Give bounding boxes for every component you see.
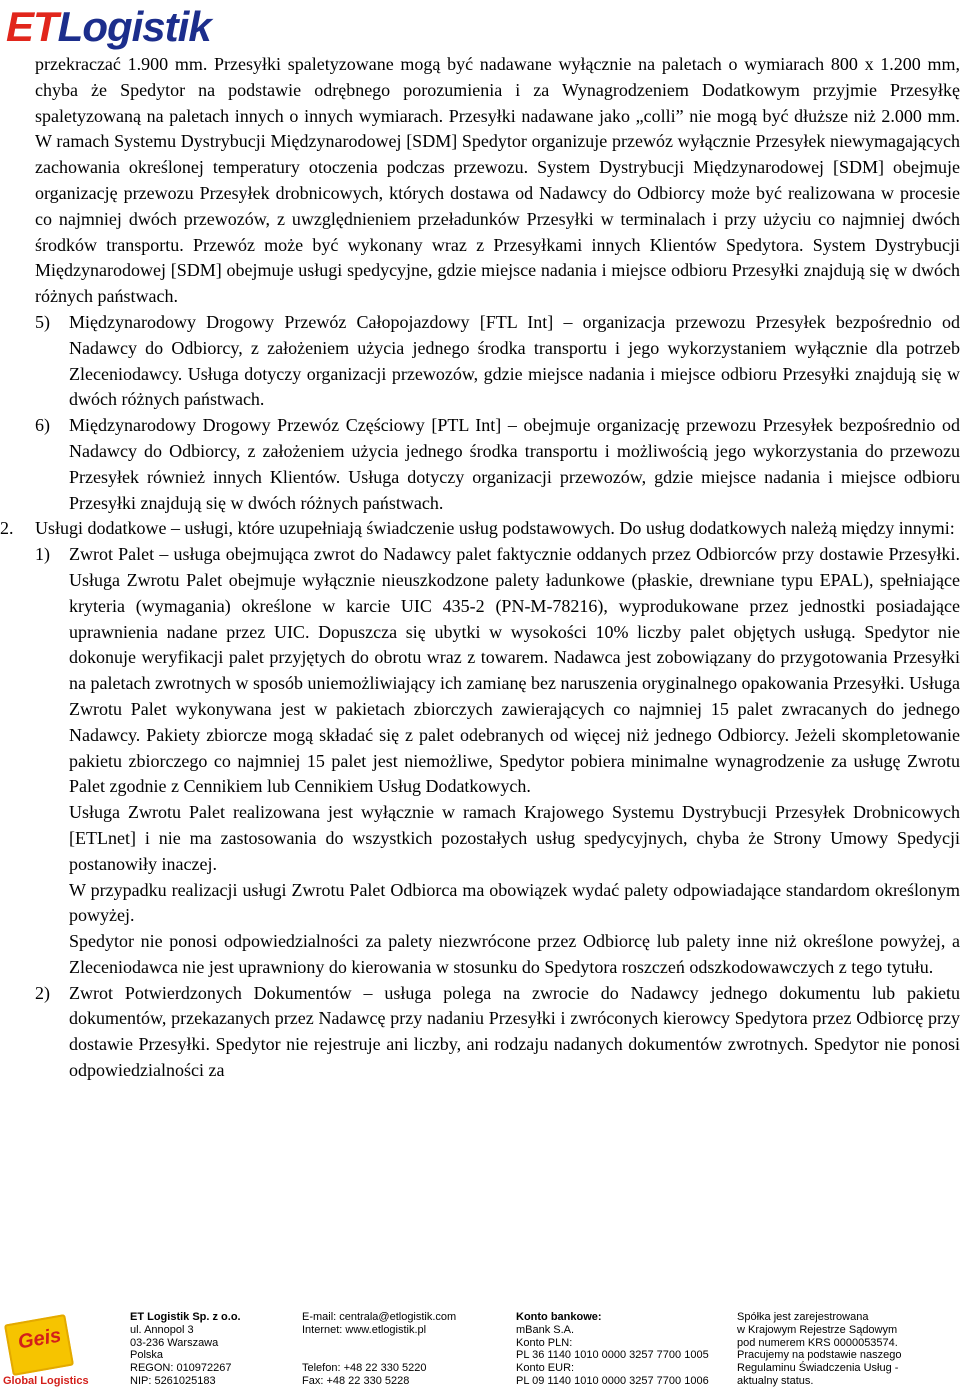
etlogistik-logo: ETLogistik [6, 3, 211, 50]
footer-contact [302, 1311, 456, 1388]
footer-email[interactable]: E-mail: centrala@etlogistik.com [302, 1311, 457, 1323]
footer-line: 03-236 Warszawa [130, 1336, 219, 1349]
list-item-1 [35, 542, 960, 981]
footer-phone: Telefon: +48 22 330 5220 [302, 1362, 427, 1375]
list-number: 6) [35, 415, 50, 436]
list-item-6 [35, 413, 960, 516]
list-item-text: Zwrot Potwierdzonych Dokumentów – usługa polega na zwrocie do Nadawcy jednego dokumentu lub pakietu dokumentów, przekazanych przez Nadawcę przy nadaniu Przesyłki i zwróconych kierowcy Spedytora przez Odbiorcę przy dostawie Przesyłki. Spedytor nie rejestruje ani liczby, ani rodzaju nadanych dokumentów zwrotnych. Spedytor nie ponosi odpowiedzialności za [69, 982, 960, 1081]
list-item-text: Międzynarodowy Drogowy Przewóz Całopojazdowy [FTL Int] – organizacja przewozu Przesyłek bezpośrednio od Nadawcy do Odbiorcy, z założeniem użycia jednego środka transportu i jego wykorzystaniem wyłącznie dla potrzeb Zleceniodawcy. Usługa dotyczy organizacji przewozów, gdzie miejsce nadania i miejsce odbioru Przesyłki znajdują się w dwóch różnych państwach. [69, 311, 960, 410]
footer-fax: Fax: +48 22 330 5228 [302, 1374, 410, 1387]
footer-line [302, 1349, 456, 1362]
paragraph-intro: przekraczać 1.900 mm. Przesyłki spaletyzowane mogą być nadawane wyłącznie na paletach o wymiarach 800 x 1.200 mm, chyba że Spedytor na podstawie odrębnego porozumienia i za Wynagrodzeniem Dodatkowym przyjmie Przesyłkę spaletyzowaną na paletach innych o innych wymiarach. Przesyłki nadawane jako „colli” nie mogą być dłuższe niż 2.000 mm. W ramach Systemu Dystrybucji Międzynarodowej [SDM] Spedytor organizuje przewóz wyłącznie Przesyłek niewymagających zachowania określonej temperatury otoczenia podczas przewozu. System Dystrybucji Międzynarodowej [SDM] obejmuje organizację przewozu Przesyłek drobnicowych, których dostawa od Nadawcy do Odbiorcy może być realizowana w procesie co najmniej dwóch przewozów, z uwzględnieniem przeładunków Przesyłki w terminalach i przy użyciu co najmniej dwóch środków transportu. Przewóz może być wykonany wraz z Przesyłkami innych Klientów Spedytora. System Dystrybucji Międzynarodowej [SDM] obejmuje usługi spedycyjne, gdzie miejsce nadania i miejsce odbioru Przesyłki znajdują się w dwóch różnych państwach. [35, 54, 960, 307]
footer-line: NIP: 5261025183 [130, 1374, 216, 1387]
footer-line: PL 09 1140 1010 0000 3257 7700 1006 [516, 1374, 709, 1387]
footer-line: Konto EUR: [516, 1362, 575, 1375]
footer-registration [737, 1311, 901, 1388]
list-number: 5) [35, 311, 50, 332]
footer-line: Spółka jest zarejestrowana [737, 1311, 869, 1323]
footer-line: pod numerem KRS 0000053574. [737, 1336, 898, 1349]
footer-line: Polska [130, 1349, 164, 1362]
list-number: 1) [35, 544, 50, 565]
footer-line: PL 36 1140 1010 0000 3257 7700 1005 [516, 1349, 709, 1362]
footer [0, 1305, 960, 1393]
footer-company [130, 1311, 241, 1388]
footer-line: ul. Annopol 3 [130, 1323, 194, 1336]
footer-line: Pracujemy na podstawie naszego [737, 1349, 902, 1362]
footer-line: REGON: 010972267 [130, 1362, 232, 1375]
list-item-text: Zwrot Palet – usługa obejmująca zwrot do Nadawcy palet faktycznie oddanych przez Odbiorców przy dostawie Przesyłki. Usługa Zwrotu Palet obejmuje wyłącznie nieuszkodzone palety ładunkowe (płaskie, drewniane typu EPAL), spełniające kryteria (wymagania) określone w karcie UIC 435-2 (PN-M-78216), wyprodukowane przez jednostki posiadające uprawnienia nadane przez UIC. Dopuszcza się ubytki w wysokości 10% liczby palet objętych usługą. Spedytor nie dokonuje weryfikacji palet przyjętych do obrotu wraz z towarem. Nadawca jest zobowiązany do przygotowania Przesyłki na paletach zwrotnych w sposób uniemożliwiający ich zamianę bez naruszenia oryginalnego opakowania Przesyłki. Usługa Zwrotu Palet wykonywana jest w pakietach zbiorczych zawierających co najmniej 15 palet zwracanych do jednego Nadawcy. Pakiety zbiorcze mogą składać się z palet odebranych od więcej niż jednego Odbiorcy. Jeżeli skompletowanie pakietu zbiorczego co najmniej 15 palet jest niemożliwe, Spedytor pobiera minimalne wynagrodzenie za usługę Zwrotu Palet zgodnie z Cennikiem lub Cennikiem Usług Dodatkowych. [69, 544, 960, 797]
section-text: Usługi dodatkowe – usługi, które uzupełniają świadczenie usług podstawowych. Do usług dodatkowych należą między innymi: [35, 518, 955, 539]
section-number: 2. [0, 518, 14, 539]
footer-line: ET Logistik Sp. z o.o. [130, 1311, 241, 1323]
geis-logo: Geis [16, 1324, 63, 1354]
footer-bank [516, 1311, 709, 1388]
list-item-5 [35, 310, 960, 413]
list-item-text: W przypadku realizacji usługi Zwrotu Palet Odbiorca ma obowiązek wydać palety odpowiadające standardom określonym powyżej. [69, 879, 960, 926]
footer-line: Konto PLN: [516, 1336, 573, 1349]
footer-line: aktualny status. [737, 1374, 814, 1387]
footer-website[interactable]: Internet: www.etlogistik.pl [302, 1323, 427, 1336]
document-body [0, 52, 960, 1084]
list-item-text: Międzynarodowy Drogowy Przewóz Częściowy [PTL Int] – obejmuje organizację przewozu Przesyłek bezpośrednio od Nadawcy do Odbiorcy, z założeniem użycia jednego środka transportu i możliwością jego wykorzystania do przewozu Przesyłek również innych Klientów. Usługa dotyczy organizacji przewozów, gdzie miejsce nadania i miejsce odbioru Przesyłki znajdują się w dwóch różnych państwach. [69, 415, 960, 513]
list-item-text: Spedytor nie ponosi odpowiedzialności za palety niezwrócone przez Odbiorcę lub palety inne niż określone powyżej, a Zleceniodawca nie jest uprawniony do kierowania w stosunku do Spedytora roszczeń odszkodowawczych z tego tytułu. [69, 931, 960, 977]
footer-line: mBank S.A. [516, 1323, 575, 1336]
section-2 [0, 516, 960, 542]
list-number: 2) [35, 982, 50, 1003]
footer-line [302, 1337, 456, 1350]
list-item-text: Usługa Zwrotu Palet realizowana jest wyłącznie w ramach Krajowego Systemu Dystrybucji Przesyłek Drobnicowych [ETLnet] i nie ma zastosowania do wszystkich pozostałych usług spedycyjnych, chyba że Strony Umowy Spedycji postanowiły inaczej. [69, 802, 960, 874]
footer-line: Konto bankowe: [516, 1311, 602, 1323]
global-logistics-label: Global Logistics [3, 1375, 89, 1387]
footer-line: Regulaminu Świadczenia Usług - [737, 1362, 899, 1375]
list-item-2 [35, 981, 960, 1084]
footer-line: w Krajowym Rejestrze Sądowym [737, 1323, 898, 1336]
